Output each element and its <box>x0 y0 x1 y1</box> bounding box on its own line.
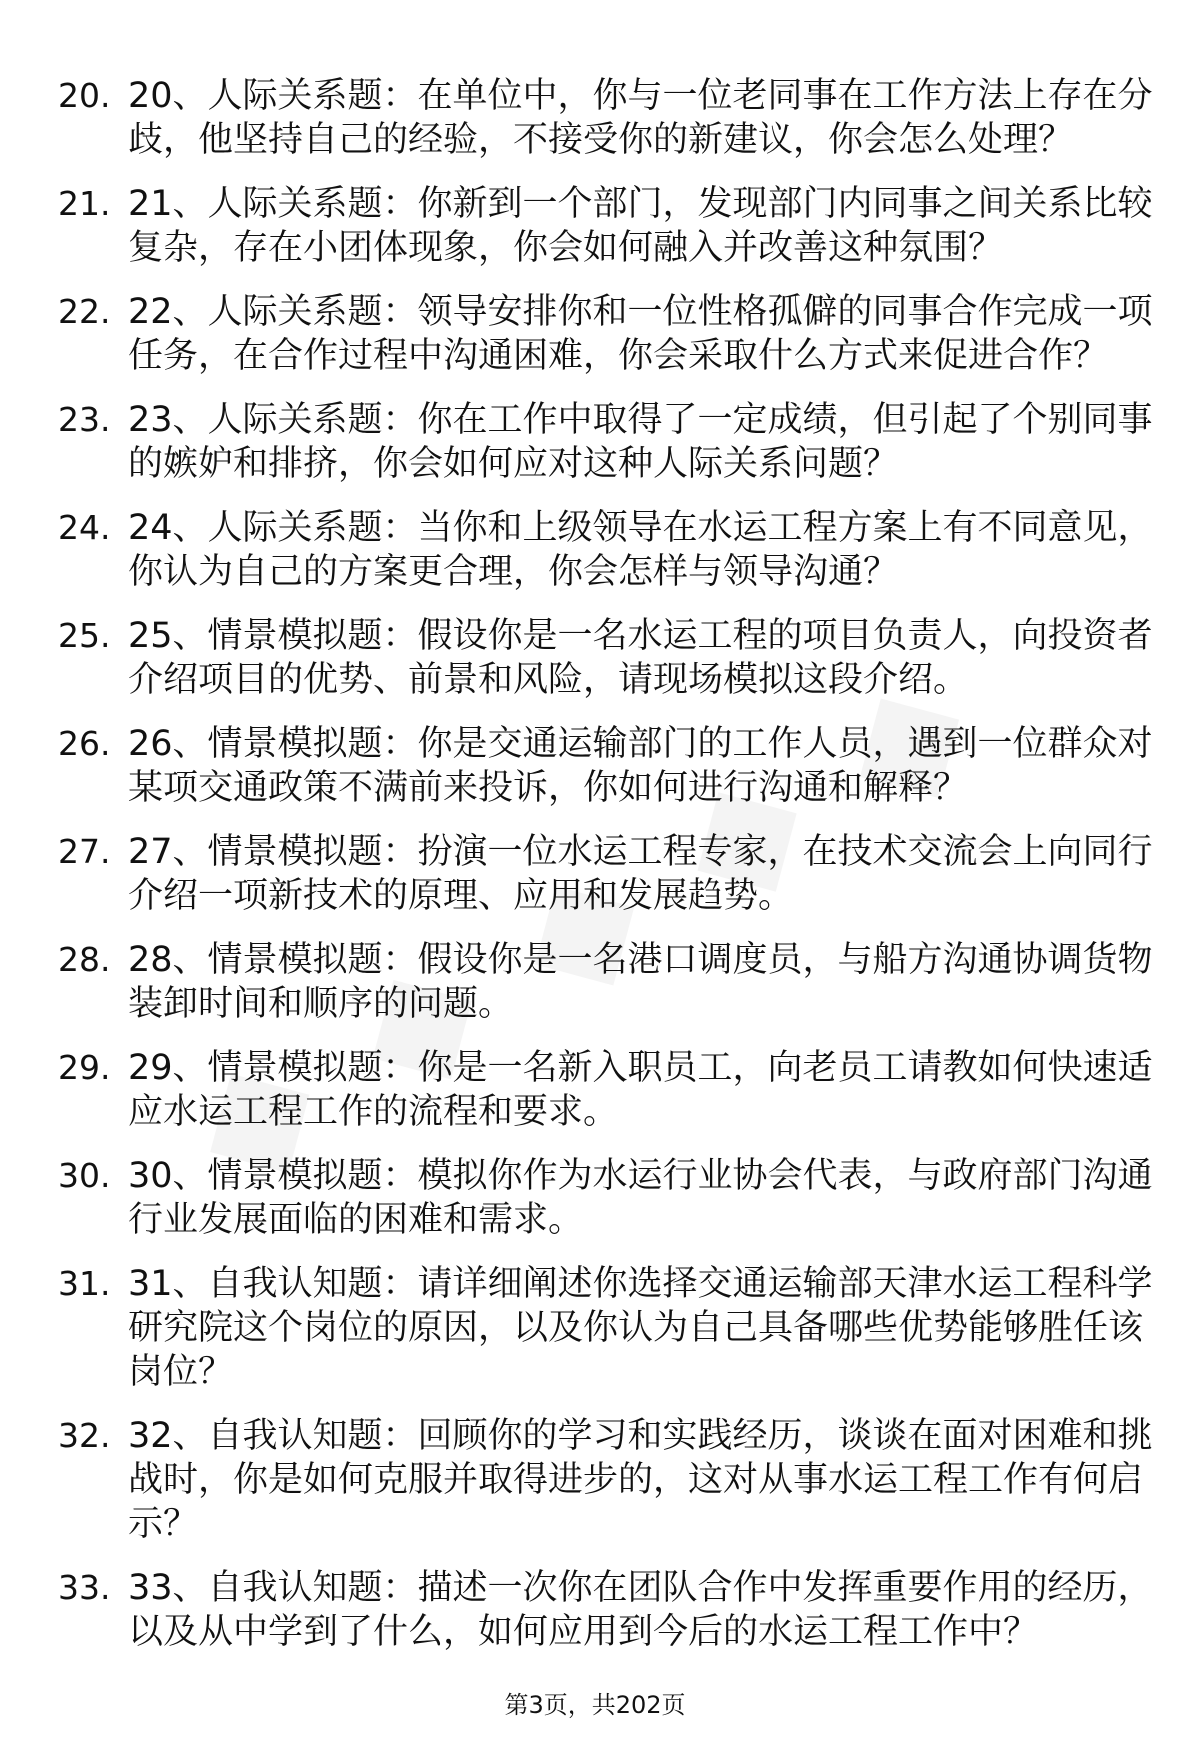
question-text: 27、情景模拟题：扮演一位水运工程专家，在技术交流会上向同行介绍一项新技术的原理、应用和发展趋势。 <box>128 832 1153 916</box>
question-item <box>58 614 1162 702</box>
question-text: 29、情景模拟题：你是一名新入职员工，向老员工请教如何快速适应水运工程工作的流程和要求。 <box>128 1048 1153 1132</box>
question-number: 32. <box>58 1416 111 1455</box>
question-text: 31、自我认知题：请详细阐述你选择交通运输部天津水运工程科学研究院这个岗位的原因，以及你认为自己具备哪些优势能够胜任该岗位？ <box>128 1264 1153 1392</box>
question-number: 23. <box>58 400 111 439</box>
question-number: 21. <box>58 184 111 223</box>
question-number: 26. <box>58 724 111 763</box>
question-item <box>58 506 1162 594</box>
question-text: 33、自我认知题：描述一次你在团队合作中发挥重要作用的经历，以及从中学到了什么，如何应用到今后的水运工程工作中？ <box>128 1568 1153 1652</box>
question-text: 21、人际关系题：你新到一个部门，发现部门内同事之间关系比较复杂，存在小团体现象，你会如何融入并改善这种氛围？ <box>128 184 1153 268</box>
question-text: 23、人际关系题：你在工作中取得了一定成绩，但引起了个别同事的嫉妒和排挤，你会如何应对这种人际关系问题？ <box>128 400 1153 484</box>
question-text: 32、自我认知题：回顾你的学习和实践经历，谈谈在面对困难和挑战时，你是如何克服并取得进步的，这对从事水运工程工作有何启示？ <box>128 1416 1153 1544</box>
question-item <box>58 830 1162 918</box>
question-number: 22. <box>58 292 111 331</box>
question-item <box>58 1566 1162 1654</box>
question-item <box>58 290 1162 378</box>
question-number: 29. <box>58 1048 111 1087</box>
question-number: 27. <box>58 832 111 871</box>
question-item <box>58 1414 1162 1546</box>
page-footer: 第3页，共202页 <box>504 1691 686 1719</box>
question-list <box>58 74 1162 1674</box>
question-item <box>58 938 1162 1026</box>
question-number: 28. <box>58 940 111 979</box>
question-item <box>58 1046 1162 1134</box>
question-item <box>58 1154 1162 1242</box>
question-number: 25. <box>58 616 111 655</box>
question-item <box>58 1262 1162 1394</box>
question-text: 28、情景模拟题：假设你是一名港口调度员，与船方沟通协调货物装卸时间和顺序的问题。 <box>128 940 1153 1024</box>
question-number: 24. <box>58 508 111 547</box>
question-number: 31. <box>58 1264 111 1303</box>
question-item <box>58 74 1162 162</box>
question-item <box>58 398 1162 486</box>
question-number: 20. <box>58 76 111 115</box>
question-text: 26、情景模拟题：你是交通运输部门的工作人员，遇到一位群众对某项交通政策不满前来投诉，你如何进行沟通和解释？ <box>128 724 1153 808</box>
question-item <box>58 722 1162 810</box>
question-text: 22、人际关系题：领导安排你和一位性格孤僻的同事合作完成一项任务，在合作过程中沟通困难，你会采取什么方式来促进合作？ <box>128 292 1153 376</box>
question-number: 33. <box>58 1568 111 1607</box>
question-text: 24、人际关系题：当你和上级领导在水运工程方案上有不同意见，你认为自己的方案更合理，你会怎样与领导沟通？ <box>128 508 1153 592</box>
question-text: 25、情景模拟题：假设你是一名水运工程的项目负责人，向投资者介绍项目的优势、前景和风险，请现场模拟这段介绍。 <box>128 616 1153 700</box>
question-number: 30. <box>58 1156 111 1195</box>
question-text: 20、人际关系题：在单位中，你与一位老同事在工作方法上存在分歧，他坚持自己的经验，不接受你的新建议，你会怎么处理？ <box>128 76 1153 160</box>
question-item <box>58 182 1162 270</box>
question-text: 30、情景模拟题：模拟你作为水运行业协会代表，与政府部门沟通行业发展面临的困难和需求。 <box>128 1156 1153 1240</box>
